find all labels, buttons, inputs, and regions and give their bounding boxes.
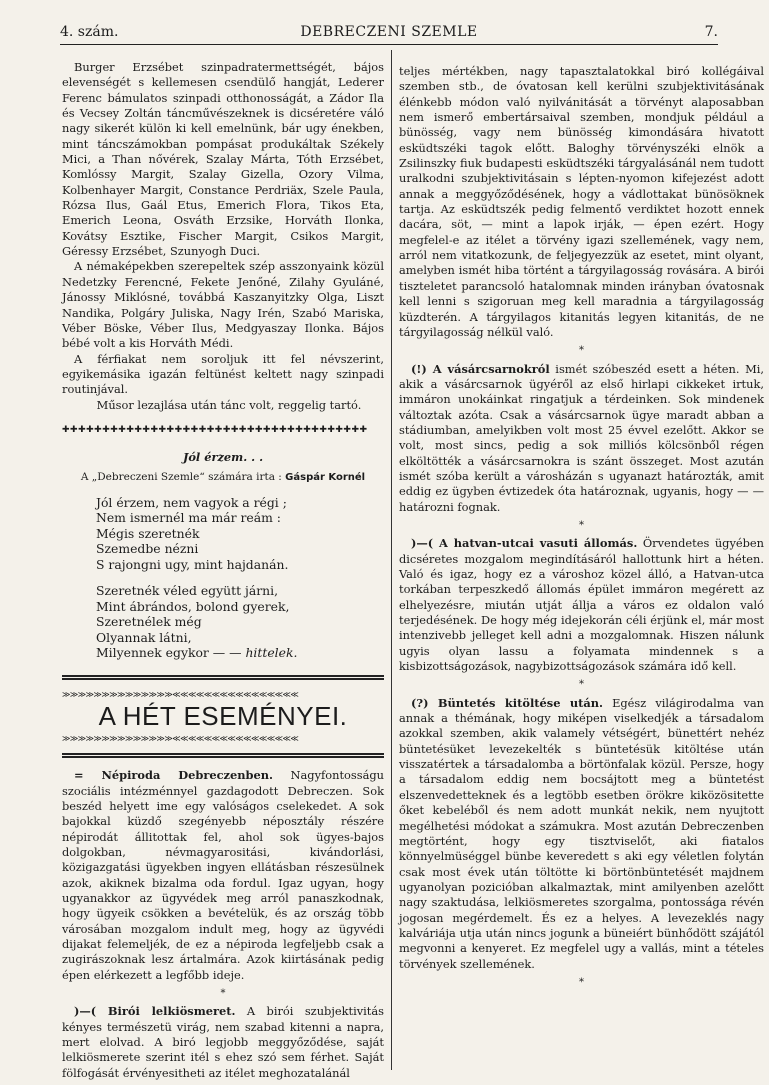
paragraph: Burger Erzsébet szinpadratermettségét, bájos elevenségét s kellemesen csendülő hangját, Lederer Ferenc bámulatos szinpadi otthonosságát, a Zádor Ila és Vecsey Zoltán táncművészeknek is dicséretére váló nagy sikerét külön ki kell emelnünk, bár ugy énekben, mint táncszámokban pompásat produkáltak Székely Mici, a Than nővérek, Szalay Márta, Tóth Erzsébet, Komlóssy Margit, Szalay Gizella, Ozory Vilma, Kolbenhayer Margit, Constance Perdriäx, Szele Paula, Rózsa Ilus, Gaál Etus, Emerich Flora, Tikos Eta, Emerich Leona, Osváth Erzsike, Horváth Ilonka, Kovátsy Esztike, Fischer Margit, Csikos Margit, Géressy Erzsébet, Szunyogh Duci. — [62, 60, 384, 259]
poem-line: Mégis szeretnék — [96, 525, 200, 541]
poem-line-text: Milyennek egykor — — — [96, 645, 242, 661]
poem-author: Gáspár Kornél — [285, 471, 366, 483]
zigzag-ornament: ≫≫≫≫≫≫≫≫≫≫≫≫≫≫≪≪≪≪≪≪≪≪≪≪≪≪≪≪≪≪ — [62, 689, 299, 699]
news-item-title: )—( Birói lelkiösmeret. — [74, 1004, 236, 1019]
paragraph: A némaképekben szerepeltek szép asszonyaink közül Nedetzky Ferencné, Fekete Jenőné, Zilahy Gyuláné, Jánossy Miklósné, továbbá Kaszanyitzky Olga, Liszt Nandika, Polgáry Juliska, Nagy Irén, Szabó Mariska, Véber Böske, Véber Ilus, Medgyaszay Ilonka. Bájos bébé volt a kis Horváth Médi. — [62, 259, 384, 351]
section-title: A HÉT ESEMÉNYEI. — [98, 700, 348, 731]
news-item — [399, 536, 764, 674]
news-item — [399, 696, 764, 972]
news-item-title: = Népiroda Debreczenben. — [74, 768, 273, 783]
star-separator: * — [579, 345, 584, 357]
news-item-text: Egész világirodalma van annak a thémának, hogy miképen viselkedjék a társadalom azokkal szemben, akik valamely vétségért, bünettért nehéz büntetésüket levezekelték s büntetésük kitöltése után visszatértek a társadalomba a börtönfalak közül. Persze, hogy a társadalom eddig nem bocsájtott meg a büntetést elszenvedetteknek és a legtöbb esetben örökre kiközösitette őket kebeléből és nem adott munkát nekik, nem nyujtott megélhetési módokat a számukra. Most azután Debreczenben megtörtént, hogy egy tisztviselőt, aki fiatalos könnyelmüséggel bünbe keveredett s aki egy véletlen folytán csak most évek után töltötte ki börtönbüntetését majdnem ugyanolyan pozicióban alkalmaztak, mint amilyenben azelőtt nagy szaktudása, lelkiösmeretes szorgalma, pontossága révén jogosan megérdemelt. És ez a helyes. A levezeklés nagy kalváriája utja után nincs jogunk a büneiért bünhődött szájától megvonni a kenyeret. Ez megfelel ugy a vallás, mint a tételes törvények szellemének. — [399, 695, 765, 971]
poem-line: Szeretnék véled együtt járni, — [96, 583, 279, 599]
page-number: 7. — [704, 24, 718, 40]
news-item-text: Örvendetes ügyében dicséretes mozgalom megindításáról hallottunk hirt a héten. Való és igaz, hogy ez a városhoz közel álló, a Hatvan-utca torkában terpeszkedő állomás épület immáron megérett az elhelyezésre, miután utját állja a város ez oldalon való terjedésének. De hogy még idejekorán céli érjünk el, már most intenzivebb jelleget kell adni a mozgalomnak. Hiszen nálunk ugyis olyan lassu a folyamata mindennek s a kisbizottságozások, nagybizottságozások számára idő kell. — [399, 536, 764, 674]
news-item-text: Nagyfontosságu szociális intézménnyel gazdagodott Debreczen. Sok beszéd helyett ime egy valóságos cselekedet. A sok bajokkal küzdő szegényebb néposztály részére népirodát állitottak fel, ahol sok ügyes-bajos dolgokban, névmagyarositási, kivándorlási, közigazgatási ügyekben ingyen ellátásban részesülnek azok, akiknek bizalma oda fordul. Igaz ugyan, hogy ugyanakkor az ügyvédek meg arról panaszkodnak, hogy ügyeik csökken a bevételük, és az ország több városában mozgalom indult meg, hogy az ügyvédi dijakat felemeljék, de ez a népiroda legfeljebb csak a zugirászoknak lesz ártalmára. Azok kiirtásának pedig épen elérkezett a legfőbb ideje. — [62, 768, 384, 982]
paragraph: A férfiakat nem soroljuk itt fel névszerint, egyikemásika igazán feltünést keltett nagy szinpadi routinjával. — [62, 351, 384, 397]
zigzag-ornament: ≫≫≫≫≫≫≫≫≫≫≫≫≫≫≪≪≪≪≪≪≪≪≪≪≪≪≪≪≪≪ — [62, 734, 299, 744]
journal-title: DEBRECZENI SZEMLE — [300, 24, 478, 40]
poem-byline-prefix: A „Debreczeni Szemle“ számára irta : — [80, 470, 282, 483]
news-item — [62, 1004, 384, 1081]
paragraph: teljes mértékben, nagy tapasztalatokkal biró kollégáival szemben stb., de óvatosan kell kerülni szubjektivitásának élénkebb módon való nyilvánitását a törvényt alaposabban nem ismerő embertársaival szemben, mondjuk például a bünösség, vagy nem bünösség kimondására hivatott esküdtszéki tagok előtt. Baloghy törvényszéki elnök a Zsilinszky fiuk budapesti esküdtszéki tárgyalásánál nem tudott uralkodni szubjektivitásain s lépten-nyomon kifejezést adott annak a meggyőződésének, hogy a vádlottakat bünösöknek tartja. Az esküdtszék pedig felmentő verdiktet hozott ennek dacára, söt, — mint a lapok irják, — épen ezért. Hogy megfelel-e az itélet a törvény igazi szellemének, vagy nem, arról nem vitatkozunk, de feljegyezzük az esetet, mint olyant, amelyben ismét hiba történt a tárgyilagosság rovására. A birói tiszteletet parancsoló hatalomnak minden irányban óvatosnak kell lenni s szigoruan meg kell maradnia a tárgyilagosság küzdterén. A tárgyilagos kitanitás legyen kitanitás, de ne tárgyilagosság nélkül való. — [399, 64, 764, 339]
news-item-text: A birói szubjektivitás kényes természetü virág, nem szabad kitenni a napra, mert elolvad. A biró legjobb meggyőződése, saját lelkiösmerete szerint itél s ehez szó sem férhet. Saját fölfogását érvényesitheti az itélet meghozatalánál — [62, 1004, 385, 1080]
news-item-text: ismét szóbeszéd esett a héten. Mi, akik a vásárcsarnok ügyéről az első hirlapi cikkeket irtuk, immáron unokáinkat ringatjuk a térdeinken. Sok mindenek változtak azóta. Csak a vásárcsarnok ügye maradt abban a stádiumban, amelyikben volt most 25 évvel ezelőtt. Akkor se volt, most sincs, pedig a sok milliós kölcsönből régen elköltötték a vásárcsarnokra is szánt összeget. Most azután ismét szóba került a városházán s ugyanazt határozták, amit eddig ez ügyben évtizedek óta határoznak, ugyanis, hogy — — határozni fognak. — [399, 361, 764, 514]
page-header — [60, 20, 718, 45]
paragraph: Műsor lezajlása után tánc volt, reggelig tartó. — [96, 397, 362, 412]
left-column — [62, 60, 384, 1081]
poem-line: S rajongni ugy, mint hajdanán. — [96, 556, 289, 572]
poem-line: Jól érzem, nem vagyok a régi ; — [96, 494, 287, 510]
news-item-title: )—( A hatvan-utcai vasuti állomás. — [411, 536, 638, 551]
poem-stanza — [96, 495, 384, 573]
star-separator: * — [579, 679, 584, 691]
poem-line: Mint ábrándos, bolond gyerek, — [96, 598, 290, 614]
news-item-title: (?) Büntetés kitöltése után. — [411, 695, 604, 710]
news-item — [399, 362, 764, 515]
cross-ornament-divider: ✚✚✚✚✚✚✚✚✚✚✚✚✚✚✚✚✚✚✚✚✚✚✚✚✚✚✚✚✚✚✚✚✚✚✚✚✚✚ — [62, 424, 368, 435]
news-item — [62, 768, 384, 983]
poem-line: Olyannak látni, — [96, 629, 192, 645]
poem-line — [96, 645, 384, 661]
poem-line: Nem ismernél ma már reám : — [96, 510, 281, 526]
news-item-title: (!) A vásárcsarnokról — [411, 361, 550, 376]
issue-number: 4. szám. — [60, 24, 119, 40]
star-separator: * — [579, 519, 584, 531]
star-separator: * — [220, 988, 226, 1000]
star-separator: * — [579, 976, 584, 988]
poem-line: Szemedbe nézni — [96, 541, 199, 557]
poem — [96, 495, 384, 661]
poem-line: Szeretnélek még — [96, 614, 202, 630]
events-section-banner — [62, 675, 384, 758]
poem-byline — [62, 470, 384, 485]
poem-last-word: hittelek. — [245, 645, 298, 661]
right-column — [399, 64, 764, 993]
column-divider — [391, 50, 392, 1070]
poem-title: Jól érzem. . . — [182, 450, 264, 465]
poem-stanza — [96, 583, 384, 661]
